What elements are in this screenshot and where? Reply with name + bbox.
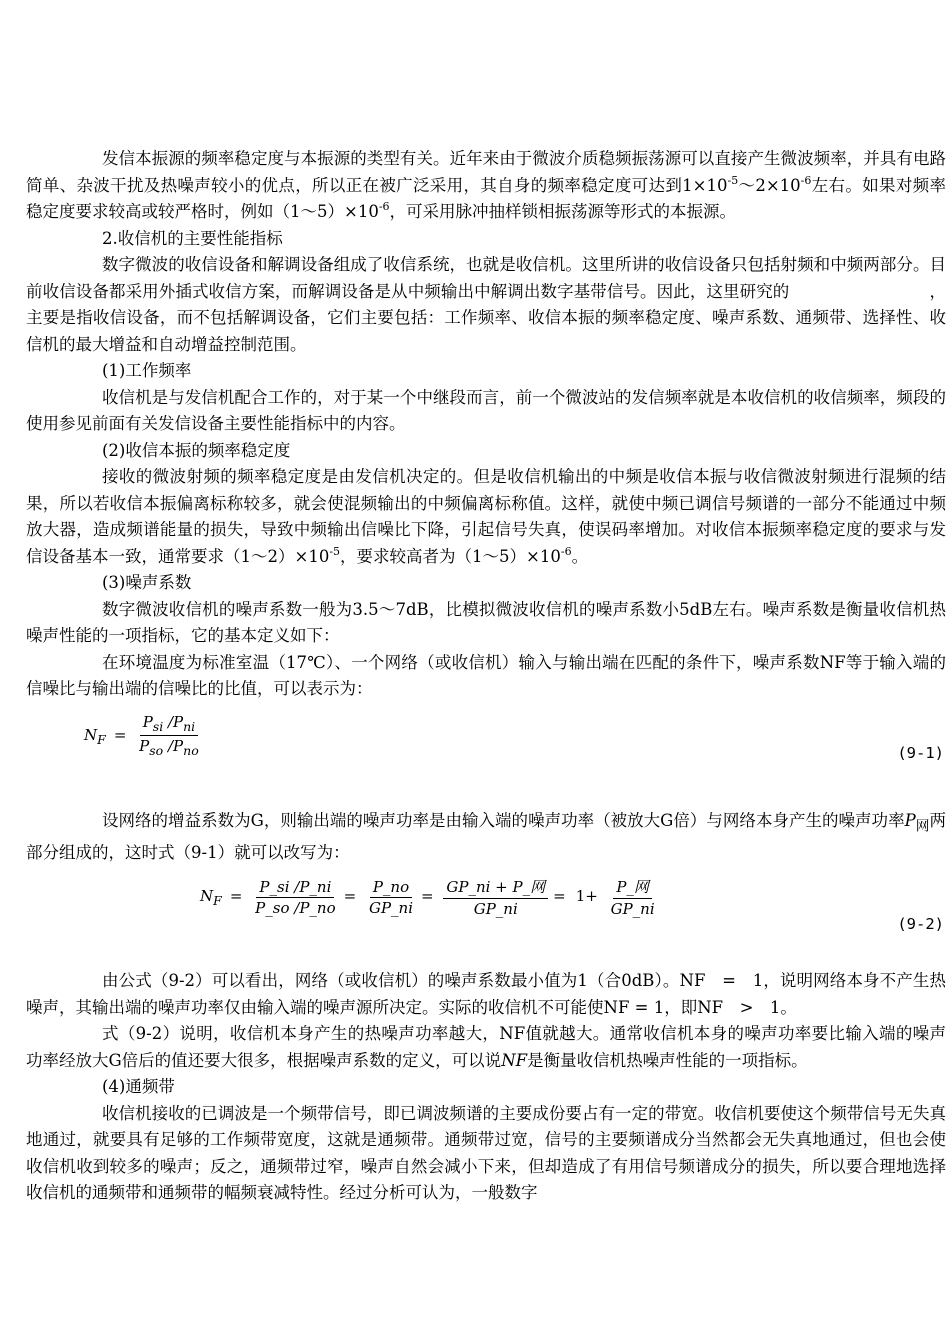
eq-denominator: GP_ni	[368, 898, 414, 917]
text-run: 式（9-2）说明，收信机本身产生的热噪声功率越大，NF值就越大。通常收信机本身的噪声功率要比输入端的噪声功率经放大G倍后的值还要大很多，根据噪声系数的定义，可以说	[26, 1024, 946, 1070]
symbol-p: P	[904, 811, 916, 830]
paragraph-noise-figure-2: 在环境温度为标准室温（17℃）、一个网络（或收信机）输入与输出端在匹配的条件下，噪声系数NF等于输入端的信噪比与输出端的信噪比的比值，可以表示为：	[26, 652, 946, 698]
eq-fraction-1	[252, 878, 338, 917]
paragraph-nf-explain	[26, 1021, 946, 1074]
equation-9-1	[84, 713, 202, 758]
subscript: 网	[915, 818, 930, 835]
superscript: -6	[378, 200, 390, 213]
text-run: 接收的微波射频的频率稳定度是由发信机决定的。但是收信机输出的中频是收信本振与收信微波射频进行混频的结果，所以若收信本振偏离标称较多，就会使混频输出的中频偏离标称值。这样，就使中频已调信号频谱的一部分不能通过中频放大器，造成频谱能量的损失，导致中频输出信噪比下降，引起信号失真，使误码率增加。对收信本振频率稳定度的要求与发信设备基本一致，通常要求（1～2）×10	[26, 467, 946, 566]
eq-fraction-3	[443, 876, 548, 918]
section-heading-receiver-specs: 2.收信机的主要性能指标	[102, 228, 283, 248]
text-run: ～2×10	[738, 175, 801, 195]
eq-fraction	[136, 713, 202, 758]
text-block-top	[26, 146, 946, 703]
paragraph-bandwidth: 收信机接收的已调波是一个频带信号，即已调波频谱的主要成份要占有一定的带宽。收信机要使这个频带信号无失真地通过，就要具有足够的工作频带宽度，这就是通频带。通频带过宽，信号的主要频谱成分当然都会无失真地通过，但也会使收信机收到较多的噪声；反之，通频带过窄，噪声自然会减小下来，但却造成了有用信号频谱成分的损失，所以要合理地选择收信机的通频带和通频带的幅频衰减特性。经过分析可认为，一般数字	[26, 1103, 946, 1202]
heading-noise-figure: (3)噪声系数	[102, 573, 192, 592]
eq-numerator: P_网	[613, 876, 652, 899]
paragraph-receiver-intro	[26, 252, 946, 358]
eq-denominator: P_so /P_no	[255, 898, 336, 917]
eq-numerator: GP_ni + P_网	[443, 876, 548, 899]
eq-equals: =	[343, 887, 357, 905]
paragraph-lo-stability	[26, 464, 946, 570]
eq-numerator: P_no	[370, 878, 412, 898]
eq-one-plus: 1+	[575, 887, 598, 905]
text-run: 设网络的增益系数为G，则输出端的噪声功率是由输入端的噪声功率（被放大G倍）与网络本身产生的噪声功率	[102, 811, 905, 830]
superscript: -6	[560, 544, 572, 558]
eq-fraction-2	[366, 878, 416, 917]
text-block-bottom	[26, 968, 946, 1207]
equation-number-9-1: (9-1)	[897, 744, 944, 762]
heading-lo-stability: (2)收信本振的频率稳定度	[102, 440, 291, 460]
superscript: -6	[800, 173, 812, 187]
eq-equals: =	[113, 725, 127, 744]
superscript: -5	[727, 173, 739, 187]
text-run: ，主要是指收信设备，而不包括解调设备，它们主要包括：工作频率、收信本振的频率稳定度、噪声系数、通频带、选择性、收信机的最大增益和自动增益控制范围。	[26, 281, 947, 354]
paragraph-gain	[26, 808, 946, 866]
heading-bandwidth: (4)通频带	[102, 1077, 175, 1096]
text-run: ，要求较高者为（1～5）×10	[340, 546, 561, 566]
text-run: 发信本振源的频率稳定度与本振源的类型有关。近年来由于微波介质稳频振荡源可以直接产生微波频率，并具有电路简单、杂波干扰及热噪声较小的优点，所以正在被广泛采用，其自身的频率稳定度可达到1×10	[26, 149, 946, 195]
eq-lhs: $N_F$	[84, 725, 106, 747]
eq-lhs: $N_F$	[200, 887, 222, 908]
text-run: 。	[571, 546, 589, 566]
text-run: 两部分组成的，这时式（9-1）就可以改写为：	[26, 811, 946, 862]
eq-equals: =	[421, 887, 434, 905]
eq-denominator: $P_{so}$ $/P_{no}$	[139, 737, 199, 758]
superscript: -5	[329, 544, 341, 558]
text-run: 数字微波的收信设备和解调设备组成了收信系统，也就是收信机。这里所讲的收信设备只包括射频和中频两部分。目前收信设备都采用外插式收信方案，而解调设备是从中频输出中解调出数字基带信号。因此，这里研究的	[26, 255, 946, 301]
text-block-gain	[26, 808, 946, 866]
equation-number-9-2: (9-2)	[897, 915, 944, 933]
eq-numerator: P_si /P_ni	[256, 878, 334, 898]
paragraph-nf-minimum: 由公式（9-2）可以看出，网络（或收信机）的噪声系数最小值为1（合0dB）。NF = 1，说明网络本身不产生热噪声，其输出端的噪声功率仅由输入端的噪声源所决定。实际的收信机不可能使NF = 1，即NF > 1。	[26, 971, 946, 1017]
heading-work-frequency: (1)工作频率	[102, 361, 192, 380]
eq-equals: =	[553, 887, 566, 905]
text-run: 是衡量收信机热噪声性能的一项指标。	[527, 1050, 808, 1070]
eq-denominator: GP_ni	[610, 900, 655, 918]
eq-equals: =	[229, 887, 243, 905]
equation-9-2	[200, 876, 658, 918]
text-run: 左右。如果对频率稳定度要求较高或较严格时，例如（1～5）×10	[26, 175, 946, 221]
symbol-nf: NF	[501, 1050, 528, 1070]
eq-fraction-4	[608, 876, 658, 918]
paragraph-noise-figure-1: 数字微波收信机的噪声系数一般为3.5～7dB，比模拟微波收信机的噪声系数小5dB左右。噪声系数是衡量收信机热噪声性能的一项指标，它的基本定义如下：	[26, 599, 946, 645]
text-run: ，可采用脉冲抽样锁相振荡源等形式的本振源。	[389, 202, 737, 221]
paragraph-work-frequency: 收信机是与发信机配合工作的，对于某一个中继段而言，前一个微波站的发信频率就是本收信机的收信频率，频段的使用参见前面有关发信设备主要性能指标中的内容。	[26, 387, 946, 433]
eq-denominator: GP_ni	[473, 900, 518, 918]
paragraph-lo-source	[26, 146, 946, 226]
eq-numerator: $P_{si}$ $/P_{ni}$	[140, 713, 199, 736]
